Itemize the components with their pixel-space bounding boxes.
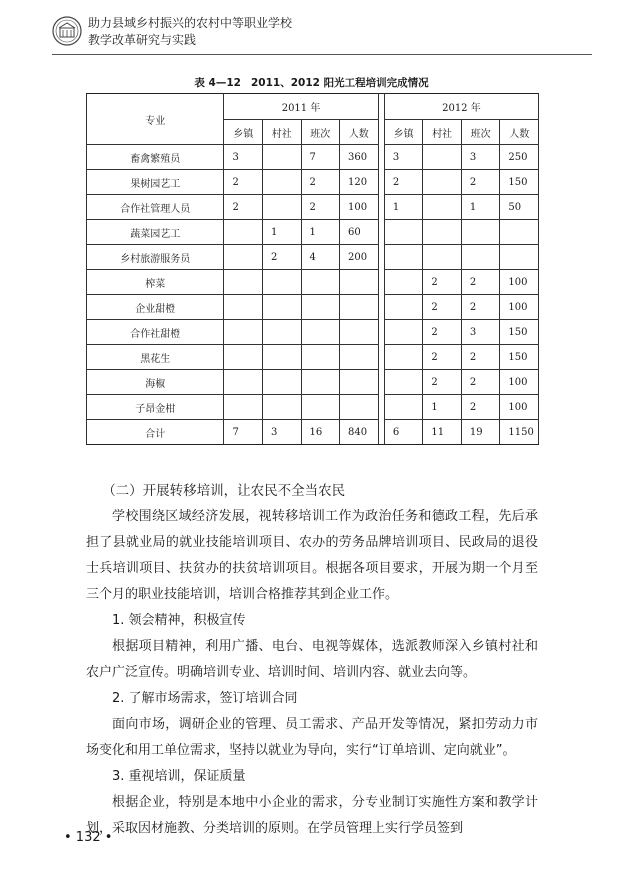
cell-a-1 <box>262 145 301 170</box>
cell-a-1 <box>262 195 301 220</box>
sub-header-a-2: 班次 <box>301 120 340 145</box>
cell-b-1: 2 <box>423 370 462 395</box>
cell-a-3: 120 <box>340 170 379 195</box>
cell-a-2 <box>301 395 340 420</box>
cell-b-0 <box>384 220 423 245</box>
cell-a-0 <box>224 395 263 420</box>
cell-b-0 <box>384 320 423 345</box>
row-name: 海椒 <box>87 370 224 395</box>
sub-header-b-3: 人数 <box>500 120 539 145</box>
sub-header-a-3: 人数 <box>340 120 379 145</box>
year-2011-header: 2011 年 <box>224 94 378 120</box>
cell-a-3 <box>340 270 379 295</box>
table-row <box>87 195 539 220</box>
cell-b-2: 3 <box>461 145 500 170</box>
cell-a-2: 7 <box>301 145 340 170</box>
cell-b-2 <box>461 245 500 270</box>
cell-a-2: 4 <box>301 245 340 270</box>
cell-a-0: 2 <box>224 170 263 195</box>
table-row <box>87 170 539 195</box>
row-name: 畜禽繁殖员 <box>87 145 224 170</box>
cell-b-2 <box>461 220 500 245</box>
cell-a-1 <box>262 370 301 395</box>
cell-a-1 <box>262 395 301 420</box>
cell-b-0: 6 <box>384 420 423 445</box>
cell-b-1 <box>423 195 462 220</box>
table-row <box>87 245 539 270</box>
cell-a-0 <box>224 270 263 295</box>
cell-a-0 <box>224 245 263 270</box>
row-name: 合作社管理人员 <box>87 195 224 220</box>
cell-b-3: 100 <box>500 295 539 320</box>
cell-b-2: 2 <box>461 395 500 420</box>
table-row <box>87 395 539 420</box>
cell-a-2 <box>301 270 340 295</box>
cell-a-3 <box>340 370 379 395</box>
cell-b-3: 1150 <box>500 420 539 445</box>
cell-a-3: 200 <box>340 245 379 270</box>
sub-header-b-0: 乡镇 <box>384 120 423 145</box>
cell-b-0: 3 <box>384 145 423 170</box>
cell-a-3: 360 <box>340 145 379 170</box>
cell-b-3: 150 <box>500 320 539 345</box>
cell-b-1: 2 <box>423 295 462 320</box>
cell-a-0 <box>224 320 263 345</box>
paragraph-2: 根据项目精神，利用广播、电台、电视等媒体，选派教师深入乡镇村社和农户广泛宣传。明确培训专业、培训时间、培训内容、就业去向等。 <box>86 639 538 680</box>
cell-b-1: 1 <box>423 395 462 420</box>
cell-b-0 <box>384 295 423 320</box>
training-table <box>86 93 539 445</box>
table-body <box>87 145 539 445</box>
cell-b-3: 100 <box>500 270 539 295</box>
cell-b-0 <box>384 370 423 395</box>
table-number: 表 4—12 <box>194 77 241 89</box>
cell-a-3: 840 <box>340 420 379 445</box>
cell-b-3: 50 <box>500 195 539 220</box>
table-row <box>87 145 539 170</box>
paragraph-4: 根据企业，特别是本地中小企业的需求，分专业制订实施性方案和教学计划，采取因材施教、分类培训的原则。在学员管理上实行学员签到 <box>86 795 538 836</box>
cell-b-1 <box>423 145 462 170</box>
table-row <box>87 420 539 445</box>
row-name: 蔬菜园艺工 <box>87 220 224 245</box>
cell-b-0 <box>384 395 423 420</box>
row-name: 企业甜橙 <box>87 295 224 320</box>
cell-b-3 <box>500 245 539 270</box>
cell-b-1 <box>423 220 462 245</box>
cell-b-2: 2 <box>461 270 500 295</box>
cell-a-0: 3 <box>224 145 263 170</box>
subheading-2: 2. 了解市场需求，签订培训合同 <box>112 691 298 706</box>
cell-a-3: 100 <box>340 195 379 220</box>
cell-a-3 <box>340 345 379 370</box>
cell-a-1: 1 <box>262 220 301 245</box>
cell-b-2: 2 <box>461 345 500 370</box>
row-name: 榨菜 <box>87 270 224 295</box>
cell-b-3 <box>500 220 539 245</box>
row-name: 乡村旅游服务员 <box>87 245 224 270</box>
cell-a-2 <box>301 370 340 395</box>
header-line-2: 教学改革研究与实践 <box>88 33 197 47</box>
subheading-1: 1. 领会精神，积极宣传 <box>112 613 246 628</box>
cell-a-0 <box>224 370 263 395</box>
page-number: • 132 • <box>64 830 113 845</box>
table-row <box>87 370 539 395</box>
row-name: 合作社甜橙 <box>87 320 224 345</box>
cell-b-1 <box>423 245 462 270</box>
school-logo-icon <box>52 16 82 46</box>
paragraph-3: 面向市场，调研企业的管理、员工需求、产品开发等情况，紧扣劳动力市场变化和用工单位需求，坚持以就业为导向，实行“订单培训、定向就业”。 <box>86 717 538 758</box>
cell-b-3: 150 <box>500 345 539 370</box>
cell-a-0 <box>224 220 263 245</box>
row-name: 果树园艺工 <box>87 170 224 195</box>
table-row <box>87 345 539 370</box>
cell-a-1: 3 <box>262 420 301 445</box>
cell-b-1: 2 <box>423 320 462 345</box>
header-divider <box>52 54 592 55</box>
header-line-1: 助力县域乡村振兴的农村中等职业学校 <box>88 16 293 30</box>
cell-a-0: 2 <box>224 195 263 220</box>
cell-a-1 <box>262 320 301 345</box>
cell-b-3: 250 <box>500 145 539 170</box>
cell-b-2: 2 <box>461 370 500 395</box>
cell-b-1: 2 <box>423 270 462 295</box>
section-title: （二）开展转移培训，让农民不全当农民 <box>102 483 346 499</box>
cell-b-2: 1 <box>461 195 500 220</box>
table-row <box>87 320 539 345</box>
cell-a-2 <box>301 320 340 345</box>
cell-b-3: 150 <box>500 170 539 195</box>
sub-header-a-0: 乡镇 <box>224 120 263 145</box>
cell-a-2: 1 <box>301 220 340 245</box>
row-name: 子昂金柑 <box>87 395 224 420</box>
cell-a-0 <box>224 345 263 370</box>
cell-b-1: 11 <box>423 420 462 445</box>
col-major-header: 专业 <box>87 94 224 145</box>
cell-a-0 <box>224 295 263 320</box>
cell-a-1: 2 <box>262 245 301 270</box>
table-row <box>87 220 539 245</box>
table-row <box>87 270 539 295</box>
cell-b-0 <box>384 245 423 270</box>
cell-a-1 <box>262 295 301 320</box>
cell-a-1 <box>262 345 301 370</box>
cell-b-0: 2 <box>384 170 423 195</box>
cell-b-0 <box>384 270 423 295</box>
table-caption <box>0 75 623 90</box>
cell-b-3: 100 <box>500 370 539 395</box>
cell-b-2: 2 <box>461 170 500 195</box>
cell-a-1 <box>262 270 301 295</box>
cell-a-2: 16 <box>301 420 340 445</box>
cell-b-0: 1 <box>384 195 423 220</box>
cell-a-2: 2 <box>301 170 340 195</box>
row-name: 合计 <box>87 420 224 445</box>
sub-header-a-1: 村社 <box>262 120 301 145</box>
cell-a-2: 2 <box>301 195 340 220</box>
cell-a-2 <box>301 345 340 370</box>
cell-a-3 <box>340 295 379 320</box>
cell-b-1 <box>423 170 462 195</box>
cell-b-0 <box>384 345 423 370</box>
cell-a-3 <box>340 395 379 420</box>
cell-b-3: 100 <box>500 395 539 420</box>
paragraph-1: 学校围绕区域经济发展，视转移培训工作为政治任务和德政工程，先后承担了县就业局的就业技能培训项目、农办的劳务品牌培训项目、民政局的退役士兵培训项目、扶贫办的扶贫培训项目。根据各项目要求，开展为期一个月至三个月的职业技能培训，培训合格推荐其到企业工作。 <box>86 509 538 602</box>
year-2012-header: 2012 年 <box>384 94 538 120</box>
cell-b-2: 19 <box>461 420 500 445</box>
cell-a-3: 60 <box>340 220 379 245</box>
row-name: 黑花生 <box>87 345 224 370</box>
cell-a-3 <box>340 320 379 345</box>
cell-a-2 <box>301 295 340 320</box>
sub-header-b-1: 村社 <box>423 120 462 145</box>
cell-b-1: 2 <box>423 345 462 370</box>
body-text <box>86 478 538 842</box>
sub-header-b-2: 班次 <box>461 120 500 145</box>
subheading-3: 3. 重视培训，保证质量 <box>112 769 246 784</box>
cell-b-2: 3 <box>461 320 500 345</box>
page-header <box>52 14 592 60</box>
table-row <box>87 295 539 320</box>
cell-a-1 <box>262 170 301 195</box>
cell-a-0: 7 <box>224 420 263 445</box>
cell-b-2: 2 <box>461 295 500 320</box>
table-title: 2011、2012 阳光工程培训完成情况 <box>250 77 429 89</box>
